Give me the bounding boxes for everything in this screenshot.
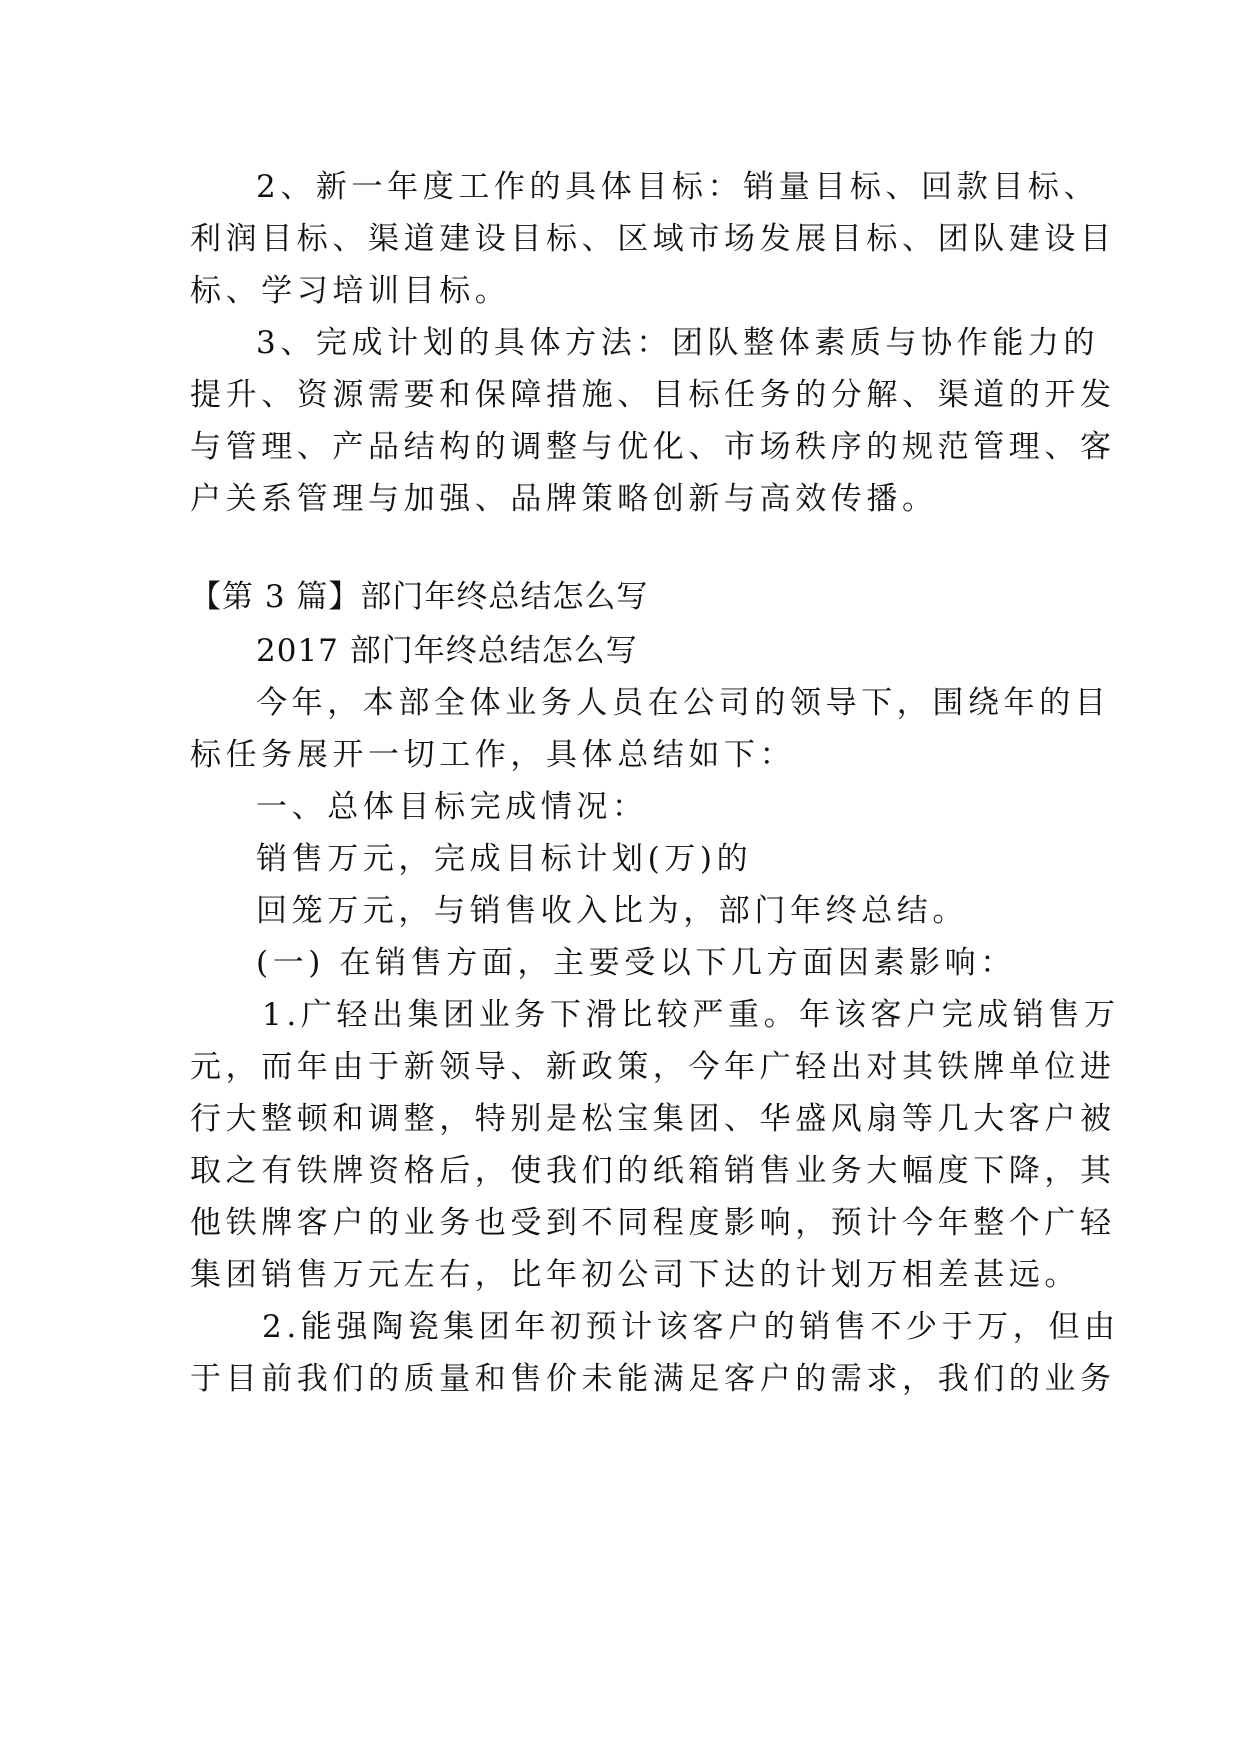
paragraph-line: 标、学习培训目标。 [190,273,511,309]
paragraph-line: 3、完成计划的具体方法：团队整体素质与协作能力的 [256,325,1100,361]
paragraph-line: 取之有铁牌资格后，使我们的纸箱销售业务大幅度下降，其 [190,1153,1116,1189]
paragraph-line: 于目前我们的质量和售价未能满足客户的需求，我们的业务 [190,1361,1116,1397]
paragraph-line: 与管理、产品结构的调整与优化、市场秩序的规范管理、客 [190,429,1116,465]
paragraph-line: 他铁牌客户的业务也受到不同程度影响，预计今年整个广轻 [190,1205,1116,1241]
paragraph-line: 利润目标、渠道建设目标、区域市场发展目标、团队建设目 [190,221,1116,257]
paragraph-line: 集团销售万元左右，比年初公司下达的计划万相差甚远。 [190,1257,1080,1293]
paragraph-line: 一、总体目标完成情况： [256,789,648,825]
paragraph-line: 今年，本部全体业务人员在公司的领导下，围绕年的目 [256,685,1111,721]
paragraph-line: 户关系管理与加强、品牌策略创新与高效传播。 [190,481,938,517]
paragraph-line: 行大整顿和调整，特别是松宝集团、华盛风扇等几大客户被 [190,1101,1116,1137]
paragraph-line: 2.能强陶瓷集团年初预计该客户的销售不少于万，但由 [262,1309,1120,1345]
section-subtitle: 2017 部门年终总结怎么写 [256,633,638,669]
paragraph-line: 销售万元，完成目标计划(万)的 [256,841,753,877]
paragraph-line: 2、新一年度工作的具体目标：销量目标、回款目标、 [256,169,1100,205]
paragraph-line: 元，而年由于新领导、新政策，今年广轻出对其铁牌单位进 [190,1049,1116,1085]
paragraph-line: 1.广轻出集团业务下滑比较严重。年该客户完成销售万 [262,997,1120,1033]
paragraph-line: 提升、资源需要和保障措施、目标任务的分解、渠道的开发 [190,377,1116,413]
paragraph-line: (一) 在销售方面，主要受以下几方面因素影响： [256,945,1016,981]
paragraph-line: 回笼万元，与销售收入比为，部门年终总结。 [256,893,968,929]
section-heading: 【第 3 篇】部门年终总结怎么写 [190,579,649,615]
paragraph-line: 标任务展开一切工作，具体总结如下： [190,737,796,773]
